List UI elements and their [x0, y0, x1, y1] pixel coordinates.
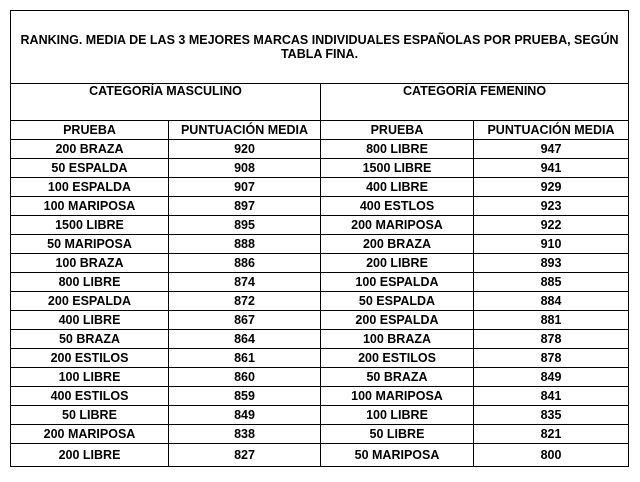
male-score-cell: 849 [169, 406, 321, 425]
female-score-cell: 878 [474, 349, 629, 368]
female-score-cell: 884 [474, 292, 629, 311]
male-score-cell: 895 [169, 216, 321, 235]
male-event-cell: 200 ESTILOS [11, 349, 169, 368]
male-event-cell: 50 MARIPOSA [11, 235, 169, 254]
male-event-cell: 800 LIBRE [11, 273, 169, 292]
table-row [11, 197, 629, 216]
table-row [11, 330, 629, 349]
male-event-cell: 50 LIBRE [11, 406, 169, 425]
female-score-cell: 923 [474, 197, 629, 216]
male-score-cell: 920 [169, 140, 321, 159]
female-score-cell: 841 [474, 387, 629, 406]
female-event-cell: 400 ESTLOS [321, 197, 474, 216]
male-event-cell: 50 BRAZA [11, 330, 169, 349]
male-score-cell: 838 [169, 425, 321, 444]
male-score-cell: 827 [169, 444, 321, 467]
female-event-cell: 200 BRAZA [321, 235, 474, 254]
table-row [11, 235, 629, 254]
male-score-cell: 861 [169, 349, 321, 368]
female-score-cell: 835 [474, 406, 629, 425]
male-event-cell: 100 LIBRE [11, 368, 169, 387]
female-score-cell: 800 [474, 444, 629, 467]
table-row [11, 178, 629, 197]
female-score-cell: 941 [474, 159, 629, 178]
table-row [11, 349, 629, 368]
male-score-cell: 886 [169, 254, 321, 273]
female-event-cell: 50 LIBRE [321, 425, 474, 444]
category-male: CATEGORÍA MASCULINO [11, 84, 321, 121]
male-event-cell: 100 MARIPOSA [11, 197, 169, 216]
table-row [11, 140, 629, 159]
table-row [11, 216, 629, 235]
ranking-table [10, 10, 629, 467]
female-event-cell: 100 ESPALDA [321, 273, 474, 292]
female-event-cell: 200 ESTILOS [321, 349, 474, 368]
header-female-event: PRUEBA [321, 121, 474, 140]
male-score-cell: 908 [169, 159, 321, 178]
female-event-cell: 800 LIBRE [321, 140, 474, 159]
table-title: RANKING. MEDIA DE LAS 3 MEJORES MARCAS INDIVIDUALES ESPAÑOLAS POR PRUEBA, SEGÚN TABLA FINA. [11, 11, 629, 84]
male-event-cell: 400 LIBRE [11, 311, 169, 330]
male-event-cell: 200 ESPALDA [11, 292, 169, 311]
female-score-cell: 878 [474, 330, 629, 349]
header-male-score: PUNTUACIÓN MEDIA [169, 121, 321, 140]
female-event-cell: 100 BRAZA [321, 330, 474, 349]
female-score-cell: 821 [474, 425, 629, 444]
female-event-cell: 1500 LIBRE [321, 159, 474, 178]
female-event-cell: 200 MARIPOSA [321, 216, 474, 235]
female-score-cell: 910 [474, 235, 629, 254]
female-event-cell: 200 ESPALDA [321, 311, 474, 330]
male-score-cell: 860 [169, 368, 321, 387]
female-score-cell: 849 [474, 368, 629, 387]
male-event-cell: 1500 LIBRE [11, 216, 169, 235]
male-event-cell: 400 ESTILOS [11, 387, 169, 406]
table-row [11, 254, 629, 273]
female-score-cell: 881 [474, 311, 629, 330]
table-row [11, 425, 629, 444]
female-event-cell: 200 LIBRE [321, 254, 474, 273]
female-event-cell: 400 LIBRE [321, 178, 474, 197]
category-female: CATEGORÍA FEMENINO [321, 84, 629, 121]
female-score-cell: 922 [474, 216, 629, 235]
female-score-cell: 947 [474, 140, 629, 159]
header-male-event: PRUEBA [11, 121, 169, 140]
female-score-cell: 893 [474, 254, 629, 273]
female-event-cell: 100 MARIPOSA [321, 387, 474, 406]
male-event-cell: 50 ESPALDA [11, 159, 169, 178]
male-event-cell: 200 MARIPOSA [11, 425, 169, 444]
male-score-cell: 888 [169, 235, 321, 254]
male-event-cell: 100 BRAZA [11, 254, 169, 273]
table-row [11, 406, 629, 425]
male-score-cell: 859 [169, 387, 321, 406]
female-event-cell: 50 BRAZA [321, 368, 474, 387]
male-score-cell: 864 [169, 330, 321, 349]
header-female-score: PUNTUACIÓN MEDIA [474, 121, 629, 140]
male-event-cell: 100 ESPALDA [11, 178, 169, 197]
table-row [11, 292, 629, 311]
female-score-cell: 885 [474, 273, 629, 292]
table-row [11, 387, 629, 406]
table-row [11, 444, 629, 467]
male-score-cell: 897 [169, 197, 321, 216]
female-event-cell: 50 MARIPOSA [321, 444, 474, 467]
female-event-cell: 50 ESPALDA [321, 292, 474, 311]
male-event-cell: 200 BRAZA [11, 140, 169, 159]
male-score-cell: 874 [169, 273, 321, 292]
female-score-cell: 929 [474, 178, 629, 197]
table-row [11, 368, 629, 387]
table-row [11, 159, 629, 178]
table-row [11, 273, 629, 292]
table-row [11, 311, 629, 330]
male-score-cell: 872 [169, 292, 321, 311]
male-score-cell: 907 [169, 178, 321, 197]
male-score-cell: 867 [169, 311, 321, 330]
female-event-cell: 100 LIBRE [321, 406, 474, 425]
male-event-cell: 200 LIBRE [11, 444, 169, 467]
